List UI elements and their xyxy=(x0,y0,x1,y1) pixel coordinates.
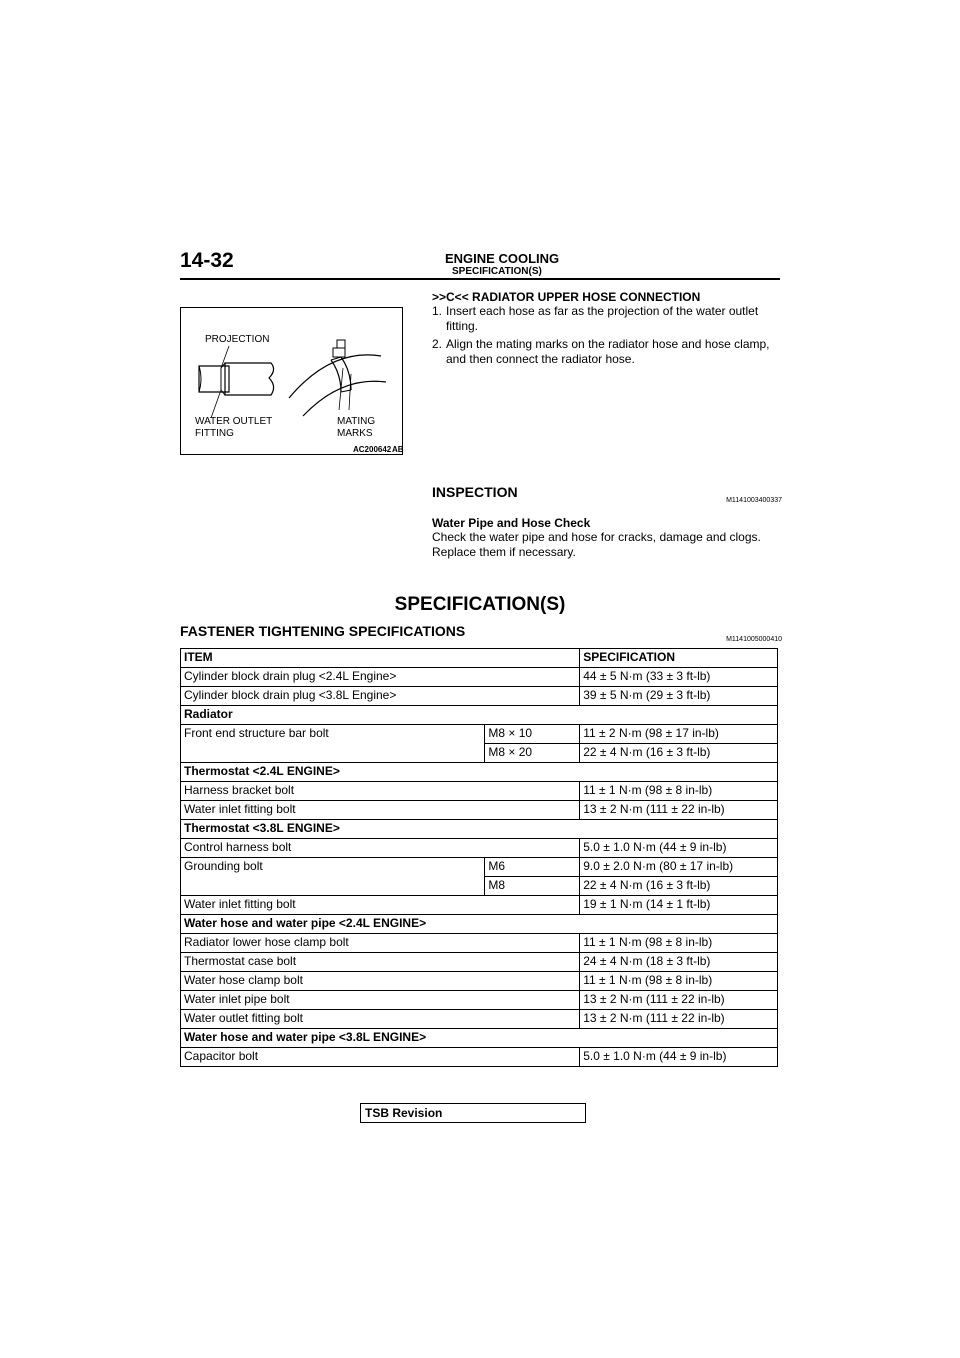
table-row xyxy=(181,991,778,1010)
figure-id: AC200642 xyxy=(353,445,392,454)
table-row xyxy=(181,1010,778,1029)
mating-marks-label: MATING MARKS xyxy=(337,416,376,439)
table-row xyxy=(181,668,778,687)
tsb-revision-box: TSB Revision xyxy=(360,1103,586,1123)
item-cell: Water inlet fitting bolt xyxy=(181,801,580,820)
table-row xyxy=(181,953,778,972)
specifications-code: M1141005000410 xyxy=(726,636,782,643)
item-cell: Water inlet fitting bolt xyxy=(181,896,580,915)
table-group-row xyxy=(181,763,778,782)
size-cell: M6 xyxy=(485,858,580,877)
table-group-row xyxy=(181,915,778,934)
header-rule xyxy=(180,278,780,280)
group-label: Water hose and water pipe <3.8L ENGINE> xyxy=(181,1029,778,1048)
spec-cell: 11 ± 2 N·m (98 ± 17 in-lb) xyxy=(580,725,778,744)
item-cell: Front end structure bar bolt xyxy=(181,725,485,763)
table-row xyxy=(181,934,778,953)
spec-cell: 11 ± 1 N·m (98 ± 8 in-lb) xyxy=(580,934,778,953)
specifications-heading: SPECIFICATION(S) xyxy=(394,594,566,615)
column-header-item: ITEM xyxy=(181,649,580,668)
step-number: 1. xyxy=(432,304,443,318)
table-row xyxy=(181,972,778,991)
spec-cell: 22 ± 4 N·m (16 ± 3 ft-lb) xyxy=(580,744,778,763)
item-cell: Water inlet pipe bolt xyxy=(181,991,580,1010)
table-group-row xyxy=(181,1029,778,1048)
spec-cell: 5.0 ± 1.0 N·m (44 ± 9 in-lb) xyxy=(580,1048,778,1067)
table-row xyxy=(181,1048,778,1067)
table-row xyxy=(181,801,778,820)
figure-id-suffix: AB xyxy=(392,445,404,454)
spec-cell: 13 ± 2 N·m (111 ± 22 in-lb) xyxy=(580,801,778,820)
projection-label: PROJECTION xyxy=(205,334,270,345)
section-subtitle: SPECIFICATION(S) xyxy=(452,266,542,277)
table-body xyxy=(181,668,778,1067)
section-title: ENGINE COOLING xyxy=(445,251,560,266)
page-number: 14-32 xyxy=(180,249,234,272)
table-group-row xyxy=(181,706,778,725)
inspection-code: M1141003400337 xyxy=(726,497,782,504)
item-cell: Cylinder block drain plug <2.4L Engine> xyxy=(181,668,580,687)
item-cell: Water outlet fitting bolt xyxy=(181,1010,580,1029)
spec-cell: 19 ± 1 N·m (14 ± 1 ft-lb) xyxy=(580,896,778,915)
table-row xyxy=(181,896,778,915)
spec-cell: 11 ± 1 N·m (98 ± 8 in-lb) xyxy=(580,972,778,991)
spec-cell: 5.0 ± 1.0 N·m (44 ± 9 in-lb) xyxy=(580,839,778,858)
spec-cell: 39 ± 5 N·m (29 ± 3 ft-lb) xyxy=(580,687,778,706)
inspection-heading: INSPECTION xyxy=(432,484,518,500)
item-cell: Grounding bolt xyxy=(181,858,485,896)
step-text: Insert each hose as far as the projection of the water outlet fitting. xyxy=(446,304,759,333)
item-cell: Harness bracket bolt xyxy=(181,782,580,801)
procedure-step xyxy=(432,337,782,367)
step-text: Align the mating marks on the radiator hose and hose clamp, and then connect the radiator hose. xyxy=(446,337,770,366)
item-cell: Capacitor bolt xyxy=(181,1048,580,1067)
check-title: Water Pipe and Hose Check xyxy=(432,516,591,530)
fastener-spec-table xyxy=(180,648,778,1067)
item-cell: Control harness bolt xyxy=(181,839,580,858)
item-cell: Water hose clamp bolt xyxy=(181,972,580,991)
check-text: Check the water pipe and hose for cracks, damage and clogs. Replace them if necessary. xyxy=(432,530,761,559)
table-row xyxy=(181,782,778,801)
spec-cell: 9.0 ± 2.0 N·m (80 ± 17 in-lb) xyxy=(580,858,778,877)
procedure-step xyxy=(432,304,782,334)
specifications-subheading: FASTENER TIGHTENING SPECIFICATIONS xyxy=(180,623,466,639)
water-outlet-fitting-label: WATER OUTLET FITTING xyxy=(195,416,273,439)
size-cell: M8 × 20 xyxy=(485,744,580,763)
item-cell: Radiator lower hose clamp bolt xyxy=(181,934,580,953)
item-cell: Thermostat case bolt xyxy=(181,953,580,972)
spec-cell: 44 ± 5 N·m (33 ± 3 ft-lb) xyxy=(580,668,778,687)
table-row xyxy=(181,725,778,744)
table-row xyxy=(181,839,778,858)
item-cell: Cylinder block drain plug <3.8L Engine> xyxy=(181,687,580,706)
spec-cell: 13 ± 2 N·m (111 ± 22 in-lb) xyxy=(580,991,778,1010)
spec-cell: 24 ± 4 N·m (18 ± 3 ft-lb) xyxy=(580,953,778,972)
procedure-title: >>C<< RADIATOR UPPER HOSE CONNECTION xyxy=(432,290,701,304)
group-label: Radiator xyxy=(181,706,778,725)
table-row xyxy=(181,858,778,877)
table-group-row xyxy=(181,820,778,839)
size-cell: M8 × 10 xyxy=(485,725,580,744)
group-label: Water hose and water pipe <2.4L ENGINE> xyxy=(181,915,778,934)
group-label: Thermostat <2.4L ENGINE> xyxy=(181,763,778,782)
step-number: 2. xyxy=(432,337,443,351)
table-row xyxy=(181,687,778,706)
hose-connection-figure xyxy=(180,307,403,455)
spec-cell: 13 ± 2 N·m (111 ± 22 in-lb) xyxy=(580,1010,778,1029)
column-header-spec: SPECIFICATION xyxy=(580,649,778,668)
size-cell: M8 xyxy=(485,877,580,896)
spec-cell: 22 ± 4 N·m (16 ± 3 ft-lb) xyxy=(580,877,778,896)
table-header-row xyxy=(181,649,778,668)
spec-cell: 11 ± 1 N·m (98 ± 8 in-lb) xyxy=(580,782,778,801)
group-label: Thermostat <3.8L ENGINE> xyxy=(181,820,778,839)
